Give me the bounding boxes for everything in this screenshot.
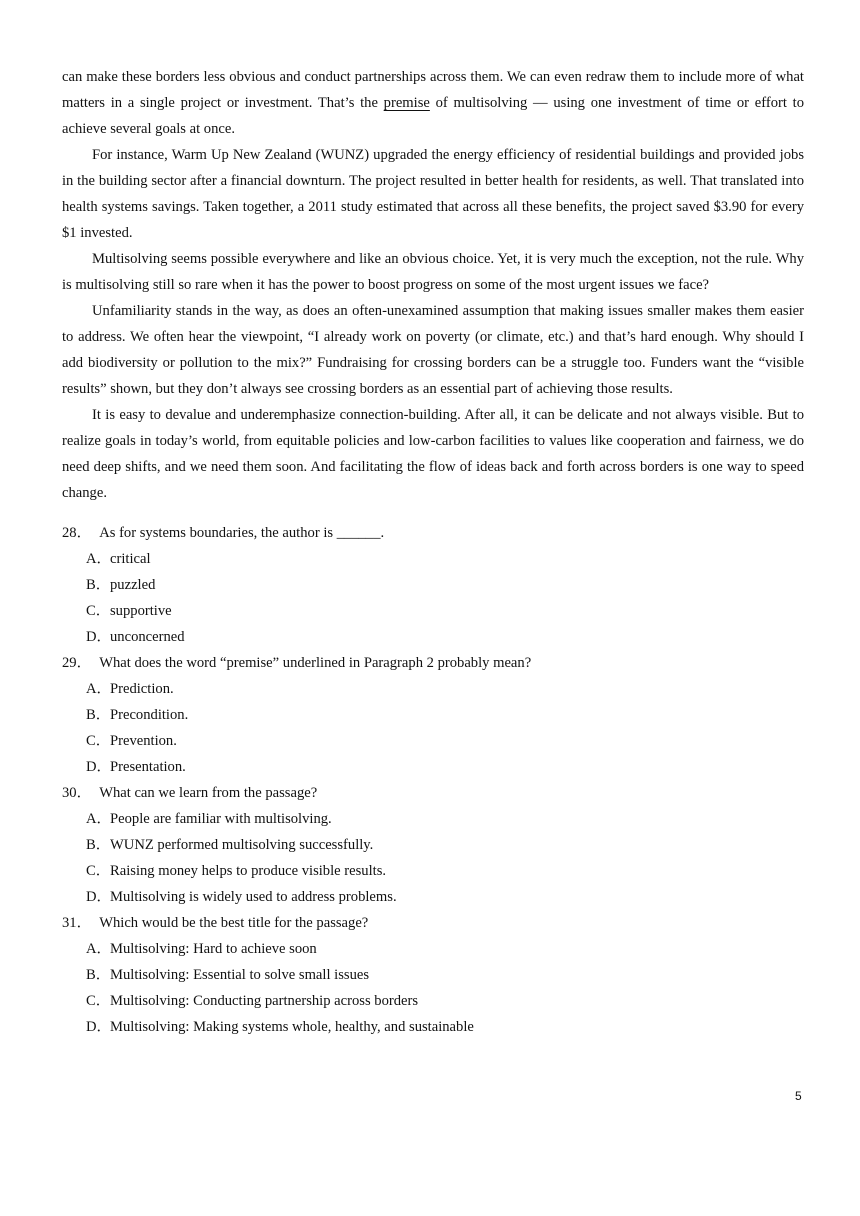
passage-paragraph-5: It is easy to devalue and underemphasize connection-building. After all, it can be delicate and not always visible. But to realize goals in today’s world, from equitable policies and low-carbon facilities to values like cooperation and fairness, we do need deep shifts, and we need them soon. And facilitating the flow of ideas back and forth across borders is one way to speed change. [62,407,804,501]
option-letter: A． [86,811,112,827]
question-text: Which would be the best title for the passage? [99,915,369,931]
question-stem [62,910,804,936]
exam-page [62,64,804,1040]
option-c [62,858,804,884]
page-number: 5 [795,1089,802,1103]
question-number: 30． [62,785,92,801]
option-c [62,598,804,624]
option-letter: D． [86,629,112,645]
option-d [62,1014,804,1040]
option-text: Multisolving: Hard to achieve soon [110,941,317,957]
option-text: People are familiar with multisolving. [110,811,332,827]
option-text: Prevention. [110,733,177,749]
option-letter: C． [86,863,111,879]
question-number: 29． [62,655,92,671]
option-letter: D． [86,759,112,775]
passage-paragraph-3: Multisolving seems possible everywhere and like an obvious choice. Yet, it is very much the exception, not the rule. Why is multisolving still so rare when it has the power to boost progress on some of the most urgent issues we face? [62,251,804,293]
option-letter: A． [86,681,112,697]
option-text: puzzled [110,577,156,593]
option-letter: A． [86,551,112,567]
option-text: Raising money helps to produce visible results. [110,863,387,879]
option-b [62,702,804,728]
option-c [62,988,804,1014]
option-d [62,624,804,650]
option-letter: C． [86,993,111,1009]
question-number: 31． [62,915,92,931]
option-letter: A． [86,941,112,957]
option-text: unconcerned [110,629,185,645]
option-d [62,754,804,780]
option-letter: D． [86,889,112,905]
question-30 [62,780,804,910]
option-d [62,884,804,910]
paragraph-text: can make these borders less obvious and conduct partnerships across them. We can even redraw them to include more of what matters in a single project or investment. That’s the [62,69,804,111]
passage-paragraph-1 [62,64,804,142]
option-text: Multisolving: Making systems whole, healthy, and sustainable [110,1019,474,1035]
option-a [62,676,804,702]
option-text: critical [110,551,151,567]
option-letter: B． [86,577,111,593]
reading-passage [62,64,804,506]
option-letter: C． [86,603,111,619]
option-b [62,572,804,598]
question-stem [62,650,804,676]
option-text: Multisolving: Conducting partnership across borders [110,993,419,1009]
option-a [62,546,804,572]
passage-paragraph-4: Unfamiliarity stands in the way, as does an often-unexamined assumption that making issues smaller makes them easier to address. We often hear the viewpoint, “I already work on poverty (or climate, etc.) and that’s hard enough. Why should I add biodiversity or pollution to the mix?” Fundraising for crossing borders can be a struggle too. Funders want the “visible results” shown, but they don’t always see crossing borders as an essential part of achieving those results. [62,303,804,397]
question-number: 28． [62,525,92,541]
question-text: What does the word “premise” underlined in Paragraph 2 probably mean? [99,655,532,671]
question-text: What can we learn from the passage? [99,785,318,801]
option-text: WUNZ performed multisolving successfully. [110,837,374,853]
question-text: As for systems boundaries, the author is ______. [99,525,385,541]
question-stem [62,780,804,806]
option-text: Precondition. [110,707,189,723]
option-b [62,832,804,858]
option-a [62,936,804,962]
option-c [62,728,804,754]
question-stem [62,520,804,546]
underlined-word-premise: premise [383,95,430,111]
question-31 [62,910,804,1040]
option-text: supportive [110,603,172,619]
option-text: Multisolving: Essential to solve small issues [110,967,370,983]
question-29 [62,650,804,780]
question-28 [62,520,804,650]
question-list [62,520,804,1040]
paragraph-text: of multisolving — using one investment of time or effort to achieve several goals at once. [62,95,804,137]
option-letter: B． [86,967,111,983]
option-letter: B． [86,837,111,853]
option-text: Prediction. [110,681,174,697]
option-letter: D． [86,1019,112,1035]
option-text: Multisolving is widely used to address problems. [110,889,397,905]
option-letter: B． [86,707,111,723]
passage-paragraph-2: For instance, Warm Up New Zealand (WUNZ) upgraded the energy efficiency of residential buildings and provided jobs in the building sector after a financial downturn. The project resulted in better health for residents, as well. That translated into health systems savings. Taken together, a 2011 study estimated that across all these benefits, the project saved $3.90 for every $1 invested. [62,147,804,241]
option-a [62,806,804,832]
option-letter: C． [86,733,111,749]
option-b [62,962,804,988]
option-text: Presentation. [110,759,186,775]
